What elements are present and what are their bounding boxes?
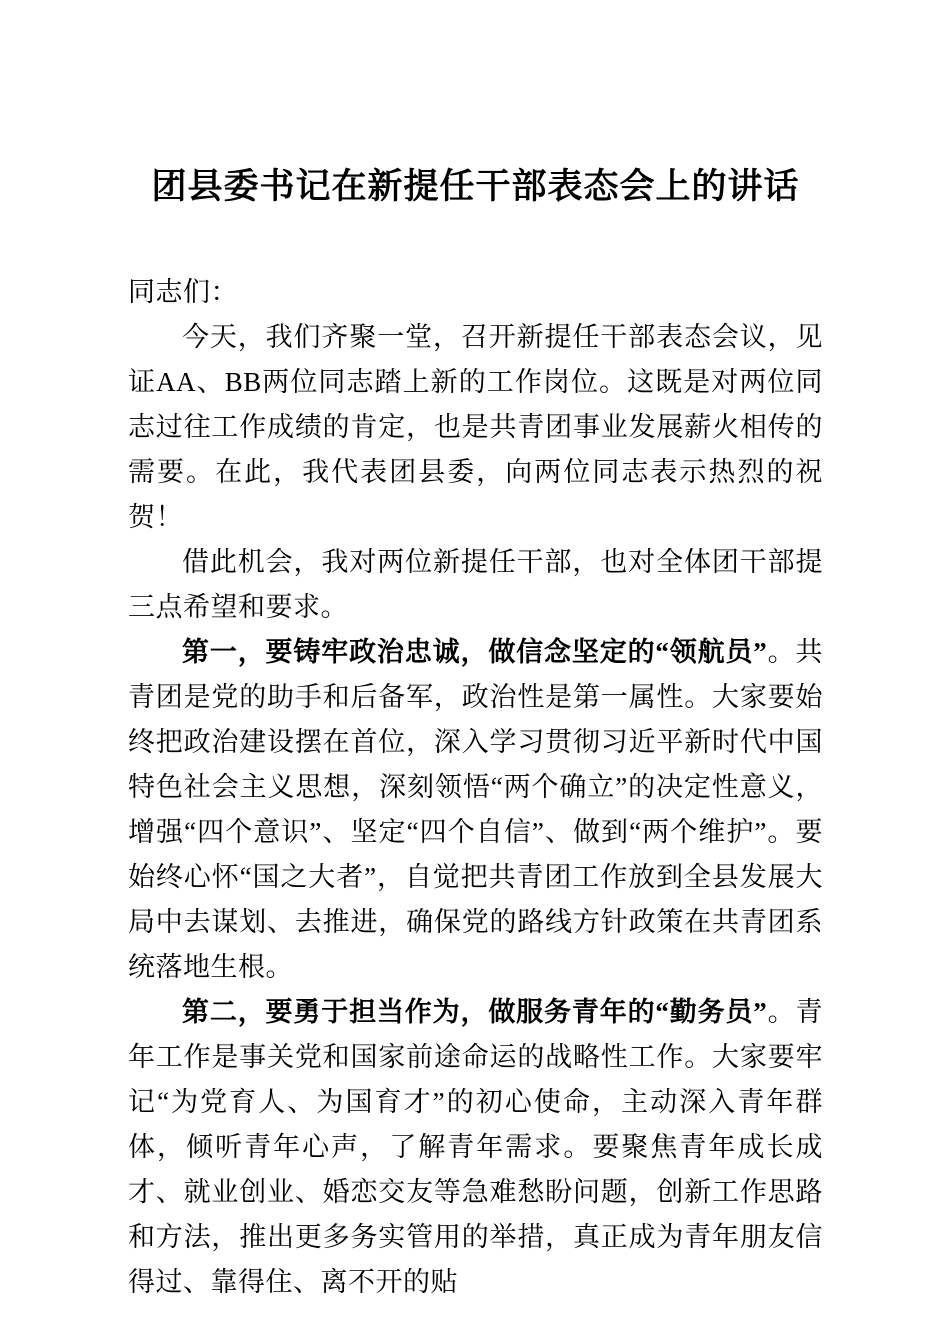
document-body	[128, 270, 823, 1305]
document-title: 团县委书记在新提任干部表态会上的讲话	[151, 167, 800, 206]
text-run: 同志们：	[128, 277, 238, 307]
paragraph-point-one	[128, 630, 823, 990]
text-run: 。青年工作是事关党和国家前途命运的战略性工作。大家要牢记“为党育人、为国育才”的初心使命，主动深入青年群体，倾听青年心声，了解青年需求。要聚焦青年成长成才、就业创业、婚恋交友等急难愁盼问题，创新工作思路和方法，推出更多务实管用的举措，真正成为青年朋友信得过、靠得住、离不开的贴	[128, 997, 824, 1297]
paragraph-opening	[128, 315, 823, 540]
salutation	[128, 270, 823, 315]
paragraph-point-two	[128, 990, 823, 1305]
paragraph-transition	[128, 540, 823, 630]
text-run: 。共青团是党的助手和后备军，政治性是第一属性。大家要始终把政治建设摆在首位，深入学习贯彻习近平新时代中国特色社会主义思想，深刻领悟“两个确立”的决定性意义，增强“四个意识”、坚定“四个自信”、做到“两个维护”。要始终心怀“国之大者”，自觉把共青团工作放到全县发展大局中去谋划、去推进，确保党的路线方针政策在共青团系统落地生根。	[128, 637, 824, 982]
text-run: 借此机会，我对两位新提任干部，也对全体团干部提三点希望和要求。	[128, 547, 823, 622]
bold-text-run: 第二，要勇于担当作为，做服务青年的“勤务员”	[182, 997, 768, 1027]
text-run: 今天，我们齐聚一堂，召开新提任干部表态会议，见证AA、BB两位同志踏上新的工作岗位。这既是对两位同志过往工作成绩的肯定，也是共青团事业发展薪火相传的需要。在此，我代表团县委，向两位同志表示热烈的祝贺！	[128, 322, 823, 532]
bold-text-run: 第一，要铸牢政治忠诚，做信念坚定的“领航员”	[182, 637, 768, 667]
